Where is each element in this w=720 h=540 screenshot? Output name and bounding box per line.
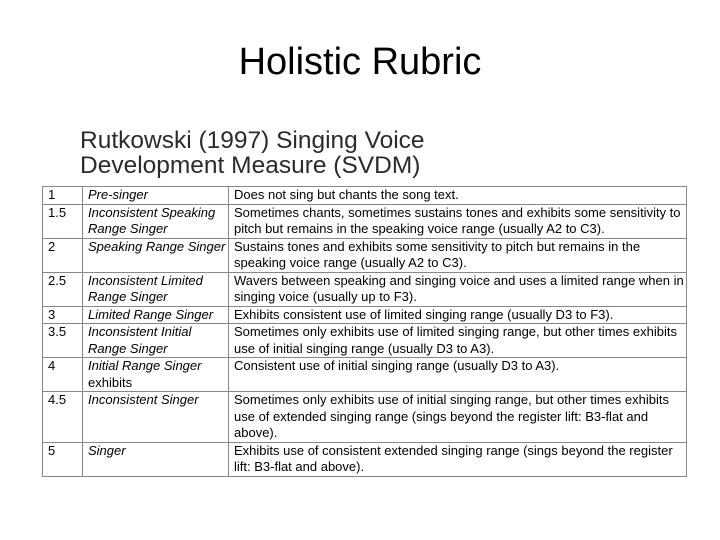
description-cell: Sustains tones and exhibits some sensitivity to pitch but remains in the speaking voice range (usually A2 to C3). xyxy=(229,238,687,272)
level-label-cell: Inconsistent Limited Range Singer xyxy=(83,272,229,306)
table-row xyxy=(43,204,687,238)
score-cell: 3 xyxy=(43,306,83,324)
table-row xyxy=(43,187,687,205)
score-cell: 4 xyxy=(43,358,83,392)
description-cell: Sometimes only exhibits use of initial singing range, but other times exhibits use of extended singing range (sings beyond the register lift: B3-flat and above). xyxy=(229,392,687,443)
table-row xyxy=(43,442,687,476)
level-label-cell: Inconsistent Initial Range Singer xyxy=(83,324,229,358)
figure-heading xyxy=(80,128,680,178)
rubric-table xyxy=(42,186,687,477)
table-row xyxy=(43,306,687,324)
score-cell: 4.5 xyxy=(43,392,83,443)
level-label-extra: exhibits xyxy=(88,374,133,390)
table-row xyxy=(43,324,687,358)
description-cell: Exhibits use of consistent extended singing range (sings beyond the register lift: B3-flat and above). xyxy=(229,442,687,476)
score-cell: 2 xyxy=(43,238,83,272)
figure-heading-line-1: Rutkowski (1997) Singing Voice xyxy=(80,127,425,154)
score-cell: 1.5 xyxy=(43,204,83,238)
table-row xyxy=(43,272,687,306)
description-cell: Wavers between speaking and singing voice and uses a limited range when in singing voice (usually up to F3). xyxy=(229,272,687,306)
description-cell: Sometimes chants, sometimes sustains tones and exhibits some sensitivity to pitch but remains in the speaking voice range (usually A2 to C3). xyxy=(229,204,687,238)
table-row xyxy=(43,238,687,272)
level-label-cell: Speaking Range Singer xyxy=(83,238,229,272)
description-cell: Consistent use of initial singing range (usually D3 to A3). xyxy=(229,358,687,392)
description-cell: Does not sing but chants the song text. xyxy=(229,187,687,205)
score-cell: 5 xyxy=(43,442,83,476)
table-row xyxy=(43,358,687,392)
score-cell: 3.5 xyxy=(43,324,83,358)
description-cell: Sometimes only exhibits use of limited singing range, but other times exhibits use of initial singing range (usually D3 to A3). xyxy=(229,324,687,358)
level-label-cell: Pre-singer xyxy=(83,187,229,205)
description-cell: Exhibits consistent use of limited singing range (usually D3 to F3). xyxy=(229,306,687,324)
score-cell: 2.5 xyxy=(43,272,83,306)
rubric-figure xyxy=(40,118,688,512)
level-label-cell xyxy=(83,358,229,392)
level-label-text: Initial Range Singer xyxy=(88,358,202,373)
level-label-cell: Inconsistent Speaking Range Singer xyxy=(83,204,229,238)
level-label-cell: Singer xyxy=(83,442,229,476)
slide-title: Holistic Rubric xyxy=(238,41,482,83)
figure-heading-line-2: Development Measure (SVDM) xyxy=(80,152,421,179)
level-label-cell: Inconsistent Singer xyxy=(83,392,229,443)
level-label-cell: Limited Range Singer xyxy=(83,306,229,324)
table-row xyxy=(43,392,687,443)
score-cell: 1 xyxy=(43,187,83,205)
